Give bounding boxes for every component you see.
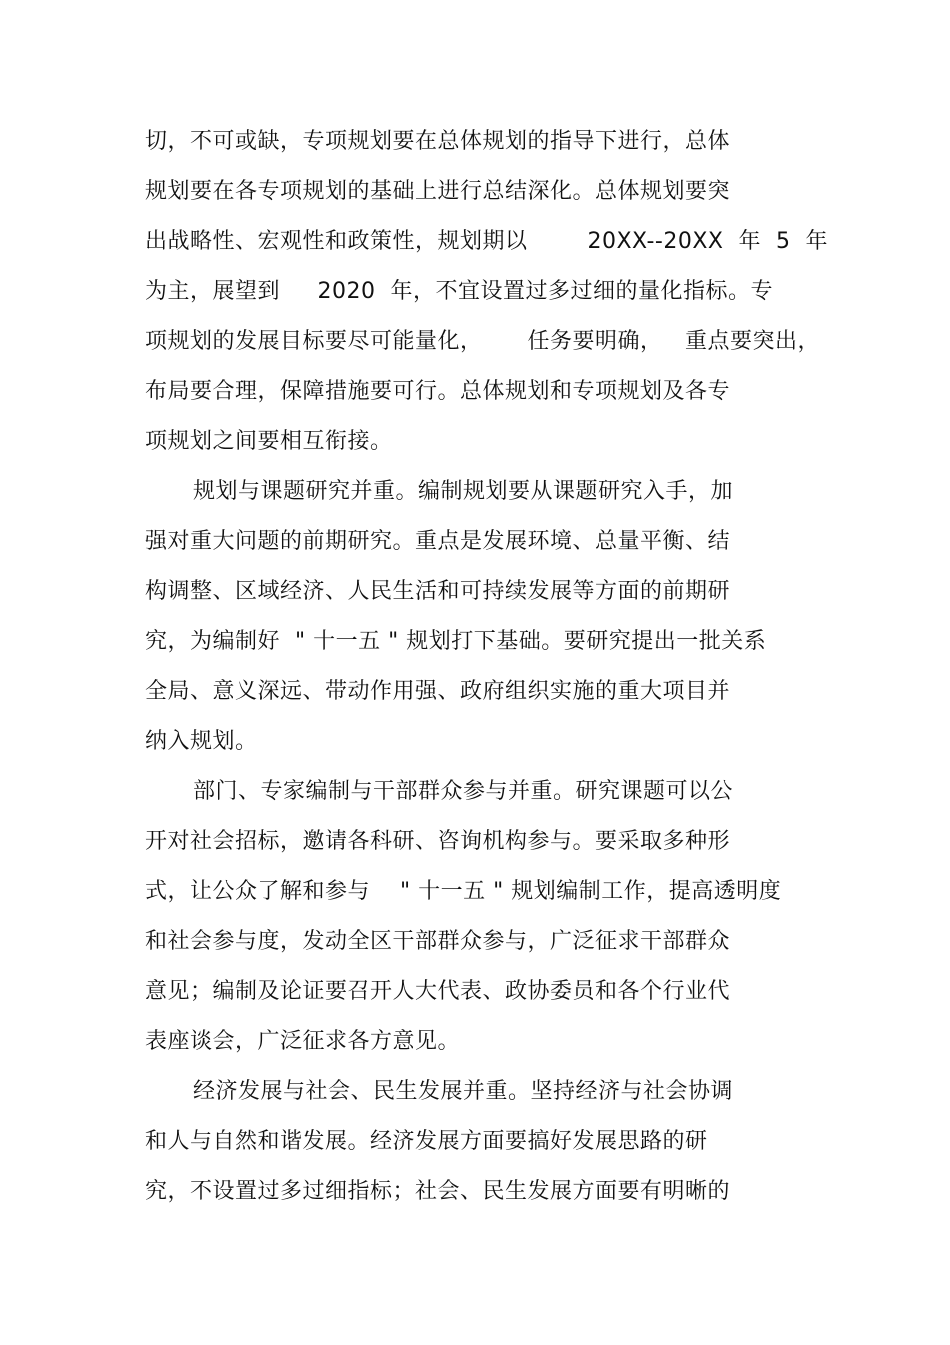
text-line: 究，为编制好 " 十一五 " 规划打下基础。要研究提出一批关系 — [145, 629, 767, 654]
text-line: 项规划的发展目标要尽可能量化， 任务要明确， 重点要突出， — [145, 329, 820, 354]
text-line: 和社会参与度，发动全区干部群众参与，广泛征求干部群众 — [145, 929, 731, 954]
paragraph-start-line: 经济发展与社会、民生发展并重。坚持经济与社会协调 — [193, 1079, 734, 1104]
text-line: 表座谈会，广泛征求各方意见。 — [145, 1029, 461, 1054]
text-line: 出战略性、宏观性和政策性，规划期以 20XX--20XX 年 5 年 — [145, 229, 828, 254]
text-line: 意见；编制及论证要召开人大代表、政协委员和各个行业代 — [145, 979, 731, 1004]
text-line: 式，让公众了解和参与 " 十一五 " 规划编制工作，提高透明度 — [145, 879, 782, 904]
text-line: 切，不可或缺，专项规划要在总体规划的指导下进行，总体 — [145, 129, 731, 154]
text-line: 全局、意义深远、带动作用强、政府组织实施的重大项目并 — [145, 679, 731, 704]
text-line: 构调整、区域经济、人民生活和可持续发展等方面的前期研 — [145, 579, 731, 604]
paragraph-start-line: 部门、专家编制与干部群众参与并重。研究课题可以公 — [193, 779, 734, 804]
text-line: 强对重大问题的前期研究。重点是发展环境、总量平衡、结 — [145, 529, 731, 554]
text-line: 纳入规划。 — [145, 729, 258, 754]
text-line: 究，不设置过多过细指标；社会、民生发展方面要有明晰的 — [145, 1179, 731, 1204]
text-line: 和人与自然和谐发展。经济发展方面要搞好发展思路的研 — [145, 1129, 708, 1154]
text-line: 规划要在各专项规划的基础上进行总结深化。总体规划要突 — [145, 179, 731, 204]
text-line: 开对社会招标，邀请各科研、咨询机构参与。要采取多种形 — [145, 829, 731, 854]
text-line: 布局要合理，保障措施要可行。总体规划和专项规划及各专 — [145, 379, 731, 404]
text-line: 为主，展望到 2020 年，不宜设置过多过细的量化指标。专 — [145, 279, 773, 304]
text-line: 项规划之间要相互衔接。 — [145, 429, 393, 454]
paragraph-start-line: 规划与课题研究并重。编制规划要从课题研究入手，加 — [193, 479, 734, 504]
